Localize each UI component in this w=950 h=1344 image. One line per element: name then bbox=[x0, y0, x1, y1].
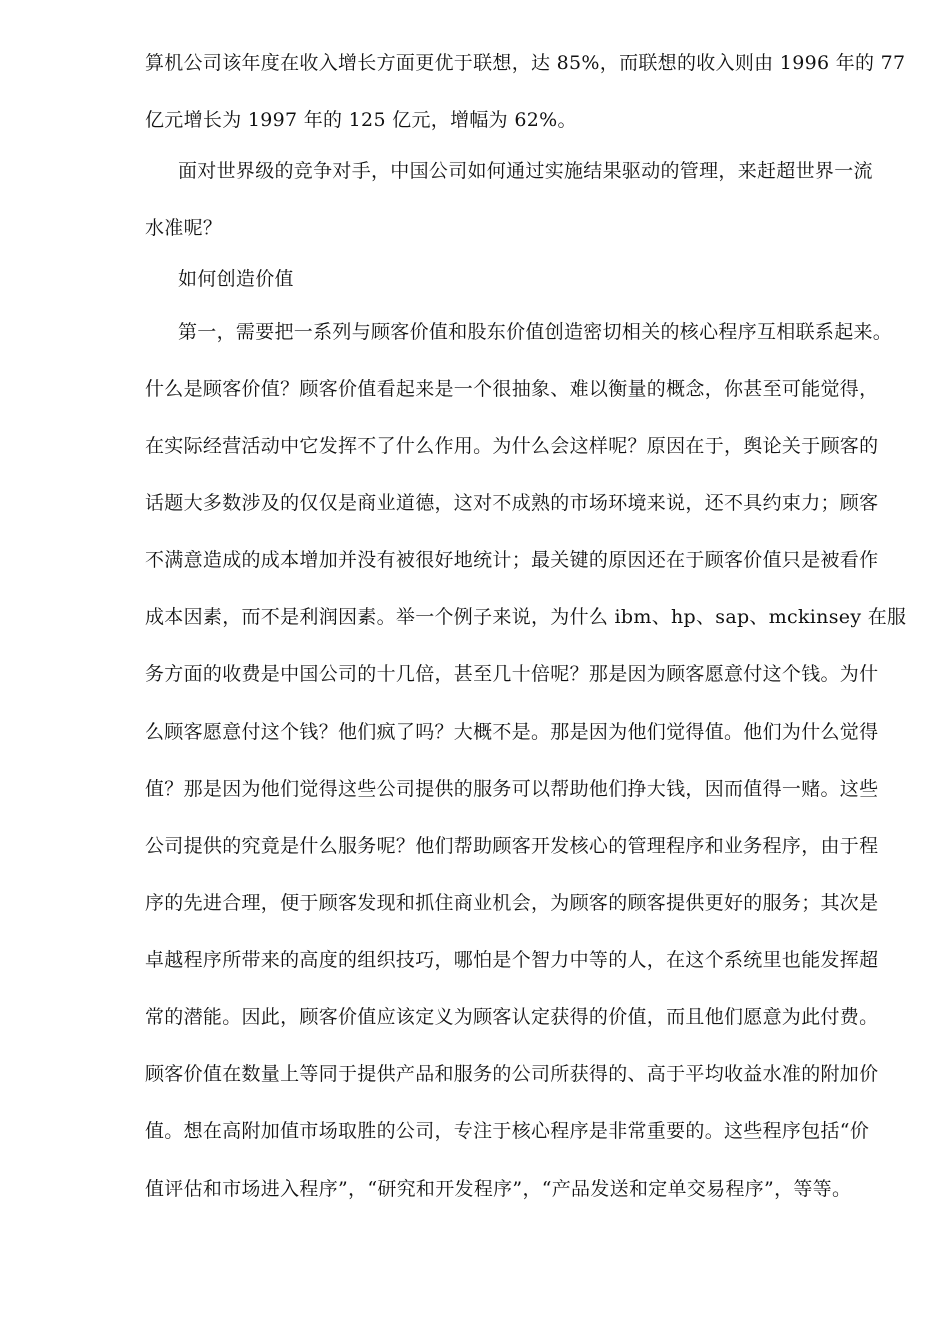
text-line: 么顾客愿意付这个钱？他们疯了吗？大概不是。那是因为他们觉得值。他们为什么觉得 bbox=[145, 721, 879, 743]
text-line: 常的潜能。因此，顾客价值应该定义为顾客认定获得的价值，而且他们愿意为此付费。 bbox=[145, 1006, 879, 1028]
text-line: 值。想在高附加值市场取胜的公司，专注于核心程序是非常重要的。这些程序包括“价 bbox=[145, 1120, 870, 1142]
text-line: 亿元增长为 1997 年的 125 亿元，增幅为 62%。 bbox=[145, 109, 577, 131]
text-line: 什么是顾客价值？顾客价值看起来是一个很抽象、难以衡量的概念，你甚至可能觉得， bbox=[145, 378, 879, 400]
text-line: 水准呢？ bbox=[145, 217, 223, 239]
text-line: 序的先进合理，便于顾客发现和抓住商业机会，为顾客的顾客提供更好的服务；其次是 bbox=[145, 892, 879, 914]
paragraph-start-line: 第一，需要把一系列与顾客价值和股东价值创造密切相关的核心程序互相联系起来。 bbox=[178, 321, 893, 343]
text-line: 值？那是因为他们觉得这些公司提供的服务可以帮助他们挣大钱，因而值得一赌。这些 bbox=[145, 778, 879, 800]
paragraph-start-line: 面对世界级的竞争对手，中国公司如何通过实施结果驱动的管理，来赶超世界一流 bbox=[178, 160, 873, 182]
text-line: 务方面的收费是中国公司的十几倍，甚至几十倍呢？那是因为顾客愿意付这个钱。为什 bbox=[145, 663, 879, 685]
text-line: 顾客价值在数量上等同于提供产品和服务的公司所获得的、高于平均收益水准的附加价 bbox=[145, 1063, 879, 1085]
text-line: 在实际经营活动中它发挥不了什么作用。为什么会这样呢？原因在于，舆论关于顾客的 bbox=[145, 435, 879, 457]
text-line: 卓越程序所带来的高度的组织技巧，哪怕是个智力中等的人，在这个系统里也能发挥超 bbox=[145, 949, 879, 971]
text-line: 不满意造成的成本增加并没有被很好地统计；最关键的原因还在于顾客价值只是被看作 bbox=[145, 549, 879, 571]
text-line: 算机公司该年度在收入增长方面更优于联想，达 85%，而联想的收入则由 1996 年的 77 bbox=[145, 52, 906, 74]
text-line: 值评估和市场进入程序”，“研究和开发程序”，“产品发送和定单交易程序”，等等。 bbox=[145, 1178, 852, 1200]
section-heading: 如何创造价值 bbox=[178, 268, 294, 290]
text-line: 公司提供的究竟是什么服务呢？他们帮助顾客开发核心的管理程序和业务程序，由于程 bbox=[145, 835, 879, 857]
text-line: 话题大多数涉及的仅仅是商业道德，这对不成熟的市场环境来说，还不具约束力；顾客 bbox=[145, 492, 879, 514]
text-line: 成本因素，而不是利润因素。举一个例子来说，为什么 ibm、hp、sap、mckinsey 在服 bbox=[145, 606, 907, 628]
